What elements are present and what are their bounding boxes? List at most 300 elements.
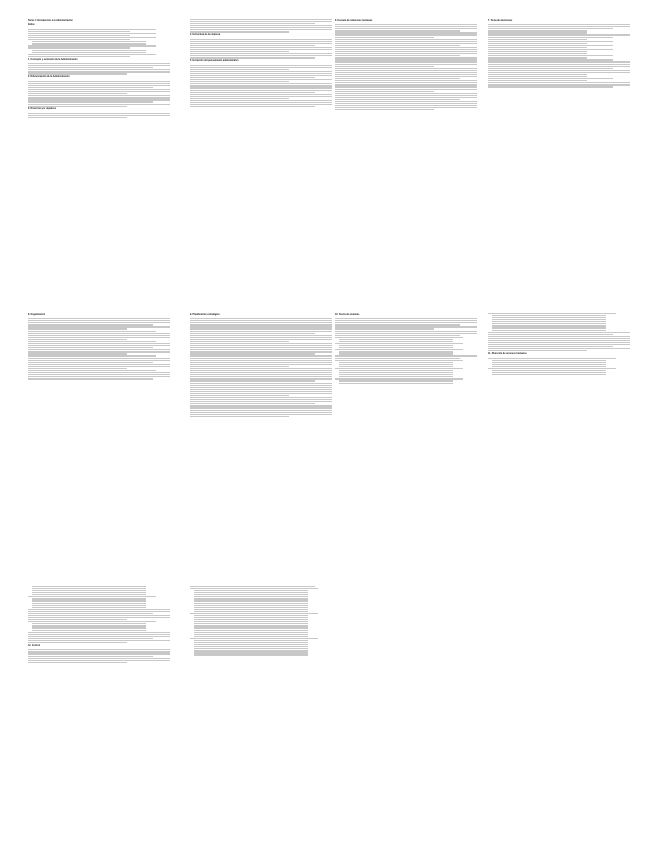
text-line [28,328,127,329]
text-line [194,592,308,593]
text-line [28,353,127,354]
text-line [194,590,308,591]
text-line [492,321,606,322]
text-line [492,315,606,316]
text-line [335,93,477,94]
text-line [190,401,332,402]
text-line [28,636,170,637]
text-line [194,652,308,653]
text-line [190,385,332,386]
text-line [339,370,453,371]
text-line [488,348,630,349]
text-line [190,85,332,86]
text-line [28,85,170,86]
text-line [335,26,477,27]
text-line [194,627,308,628]
text-line [28,656,153,657]
text-line [28,360,170,361]
text-line [28,63,170,64]
text-line [339,353,453,354]
text-line [488,49,613,50]
text-line [28,93,127,94]
text-line [28,619,127,620]
text-line [32,630,146,631]
text-line [488,68,613,69]
text-line [488,61,630,62]
text-line [32,627,146,628]
text-line [190,328,332,329]
text-line [190,49,332,50]
column-2 [190,18,332,203]
section-4-heading: 4. Estructura de la empresa [190,34,221,37]
text-line [335,72,477,73]
text-line [32,607,146,608]
text-line [28,45,156,46]
text-line [488,37,613,38]
column-1 [28,18,170,203]
text-line [335,24,477,25]
text-line [190,106,315,107]
text-line [190,318,332,319]
section-7-heading: 7. Toma de decisiones [488,19,513,22]
text-line [488,72,630,73]
document-title: Tema 1: Introducción a la Administración [28,19,73,22]
text-line [190,389,332,390]
text-line [488,24,630,25]
text-line [335,78,460,79]
text-line [492,372,606,373]
text-line [190,102,332,103]
text-line [28,95,170,96]
text-line [28,31,130,32]
text-line [32,43,146,44]
section-2-heading: 2. Diferenciación de la Administración [28,76,70,79]
text-line [28,324,153,325]
text-line [28,104,170,105]
text-line [335,320,477,321]
text-line [335,331,477,332]
text-line [28,368,127,369]
text-line [28,374,170,375]
text-line [335,84,477,85]
text-line [339,372,453,373]
text-line [190,362,332,363]
text-line [190,393,332,394]
text-line [28,345,170,346]
text-line [335,61,477,62]
text-line [32,623,146,624]
text-line [190,391,332,392]
text-line [190,343,332,344]
text-line [335,328,434,329]
text-line [194,596,308,597]
text-line [190,324,332,325]
text-line [488,78,613,79]
text-line [190,27,332,28]
text-line [190,43,332,44]
text-line [28,341,156,342]
text-line [194,607,308,608]
text-line [194,648,308,649]
text-line [335,39,477,40]
text-line [190,399,332,400]
text-line [28,613,153,614]
text-line [492,360,606,361]
text-line [335,28,477,29]
column-5 [28,312,170,492]
text-line [488,43,587,44]
text-line [190,81,289,82]
text-line [190,31,289,32]
text-line [28,343,170,344]
text-line [28,56,130,57]
text-line [335,86,477,87]
text-line [190,96,332,97]
text-line [335,322,477,323]
text-line [190,588,318,589]
text-line [339,380,453,381]
text-line [488,358,616,359]
text-line [492,330,606,331]
text-line [190,414,332,415]
text-line [28,660,170,661]
text-line [190,77,315,78]
section-5-heading: 5. Evolución del pensamiento administrativo [190,60,239,63]
section-10-heading: 10. Teoría de sistemas [335,313,360,316]
text-line [28,372,170,373]
text-line [194,634,308,635]
text-line [190,416,289,417]
text-line [335,30,460,31]
text-line [190,345,332,346]
text-line [492,362,606,363]
text-line [488,45,613,46]
text-line [190,92,315,93]
text-line [339,366,453,367]
text-line [190,69,289,70]
text-line [32,50,146,51]
text-line [488,74,587,75]
text-line [335,43,477,44]
text-line [194,621,308,622]
text-line [194,615,308,616]
text-line [190,104,332,105]
text-line [335,80,477,81]
text-line [488,368,616,369]
text-line [335,335,460,336]
text-line [339,364,453,365]
text-line [28,596,156,597]
text-line [335,57,477,58]
text-line [492,374,606,375]
text-line [32,586,146,587]
text-line [190,360,332,361]
text-line [335,358,460,359]
text-line [28,649,170,650]
text-line [28,81,170,82]
text-line [190,378,332,379]
text-line [190,339,332,340]
text-line [190,45,315,46]
text-line [190,333,315,334]
text-line [339,362,453,363]
text-line [28,351,170,352]
text-line [335,368,463,369]
text-line [335,378,463,379]
text-line [335,89,477,90]
text-line [190,376,332,377]
text-line [190,21,332,22]
text-line [190,353,315,354]
text-line [488,53,587,54]
text-line [335,59,477,60]
text-line [194,632,308,633]
text-line [190,322,332,323]
text-line [492,327,606,328]
text-line [335,324,460,325]
text-line [28,370,156,371]
text-line [28,335,170,336]
text-line [190,355,332,356]
text-line [28,611,170,612]
text-line [28,653,170,654]
text-line [335,37,434,38]
text-line [335,97,477,98]
text-line [488,55,613,56]
text-line [32,600,146,601]
text-line [190,358,332,359]
text-line [488,28,613,29]
text-line [28,35,130,36]
text-line [32,594,146,595]
text-line [32,625,146,626]
text-line [190,349,332,350]
text-line [190,19,332,20]
text-line [488,86,613,87]
text-line [335,343,463,344]
text-line [28,339,127,340]
column-6 [190,312,332,492]
text-line [32,590,146,591]
text-line [194,630,308,631]
text-line [28,91,170,92]
text-line [488,64,630,65]
text-line [28,349,170,350]
text-line [190,397,332,398]
text-line [190,94,332,95]
text-line [28,362,153,363]
text-line [28,331,156,332]
text-line [190,374,332,375]
text-line [32,41,146,42]
text-line [28,337,170,338]
text-line [488,338,630,339]
text-line [335,53,477,54]
text-line [28,87,153,88]
text-line [28,355,156,356]
text-line [488,342,630,343]
text-line [488,340,630,341]
text-line [488,313,616,314]
text-line [28,97,170,98]
text-line [335,47,477,48]
text-line [488,70,630,71]
text-line [488,346,613,347]
text-line [190,351,332,352]
text-line [28,39,130,40]
text-line [488,66,630,67]
column-4 [488,18,630,203]
text-line [488,30,587,31]
text-line [28,113,170,114]
text-line [335,82,477,83]
text-line [190,586,315,587]
text-line [492,317,606,318]
text-line [190,71,332,72]
text-line [335,68,477,69]
section-9-heading: 9. Planificación estratégica [190,313,220,316]
text-line [28,54,156,55]
text-line [28,117,127,118]
text-line [194,611,308,612]
text-line [28,65,170,66]
section-11-heading: 11. Dirección de recursos humanos [488,353,527,356]
text-line [335,66,434,67]
text-line [190,79,332,80]
text-line [335,76,477,77]
text-line [488,39,587,40]
text-line [194,642,308,643]
text-line [28,106,127,107]
text-line [190,75,332,76]
text-line [194,654,308,655]
text-line [190,90,332,91]
text-line [335,99,460,100]
text-line [488,80,587,81]
text-line [190,638,318,639]
text-line [488,51,587,52]
text-line [335,103,477,104]
text-line [335,355,477,356]
text-line [28,632,170,633]
text-line [488,82,630,83]
text-line [194,640,308,641]
text-line [190,407,332,408]
text-line [488,344,630,345]
text-line [28,615,170,616]
text-line [28,47,130,48]
text-line [28,640,170,641]
text-line [488,84,630,85]
text-line [488,34,630,35]
text-line [488,59,613,60]
text-line [190,410,332,411]
text-line [28,33,156,34]
section-8-heading: 8. Organización [28,313,46,316]
text-line [190,370,332,371]
text-line [28,609,170,610]
text-line [28,99,170,100]
text-line [190,337,332,338]
text-line [28,67,153,68]
text-line [488,76,587,77]
text-line [28,318,170,319]
text-line [190,347,332,348]
text-line [492,319,606,320]
text-line [190,98,289,99]
text-line [488,336,630,337]
text-line [335,74,477,75]
column-9 [28,585,170,735]
column-8 [488,312,630,492]
text-line [339,345,453,346]
text-line [488,41,613,42]
text-line [28,621,156,622]
text-line [190,41,332,42]
text-line [335,105,477,106]
text-line [190,326,332,327]
text-line [28,634,170,635]
text-line [28,364,170,365]
text-line [190,73,332,74]
text-line [190,67,332,68]
text-line [28,642,127,643]
text-line [335,91,434,92]
text-line [28,617,170,618]
text-line [190,380,315,381]
text-line [190,23,315,24]
text-line [335,70,477,71]
text-line [335,333,477,334]
text-line [190,65,332,66]
text-line [488,32,587,33]
text-line [190,331,332,332]
text-line [492,364,606,365]
text-line [190,405,332,406]
text-line [28,71,170,72]
text-line [335,49,477,50]
text-line [194,605,308,606]
text-line [28,651,170,652]
text-line [194,636,308,637]
text-line [194,603,308,604]
text-line [335,101,477,102]
text-line [28,89,170,90]
text-line [335,360,463,361]
text-line [335,349,463,350]
text-line [32,605,146,606]
text-line [28,638,153,639]
text-line [190,100,332,101]
text-line [190,57,315,58]
text-line [190,364,332,365]
text-line [190,383,332,384]
text-line [190,613,318,614]
text-line [28,73,127,74]
text-line [190,47,332,48]
text-line [339,347,453,348]
text-line [335,45,460,46]
text-line [32,598,146,599]
text-line [28,37,156,38]
text-line [32,592,146,593]
text-line [28,366,170,367]
text-line [194,644,308,645]
text-line [339,376,453,377]
text-line [339,351,453,352]
text-line [28,662,127,663]
text-line [28,320,170,321]
